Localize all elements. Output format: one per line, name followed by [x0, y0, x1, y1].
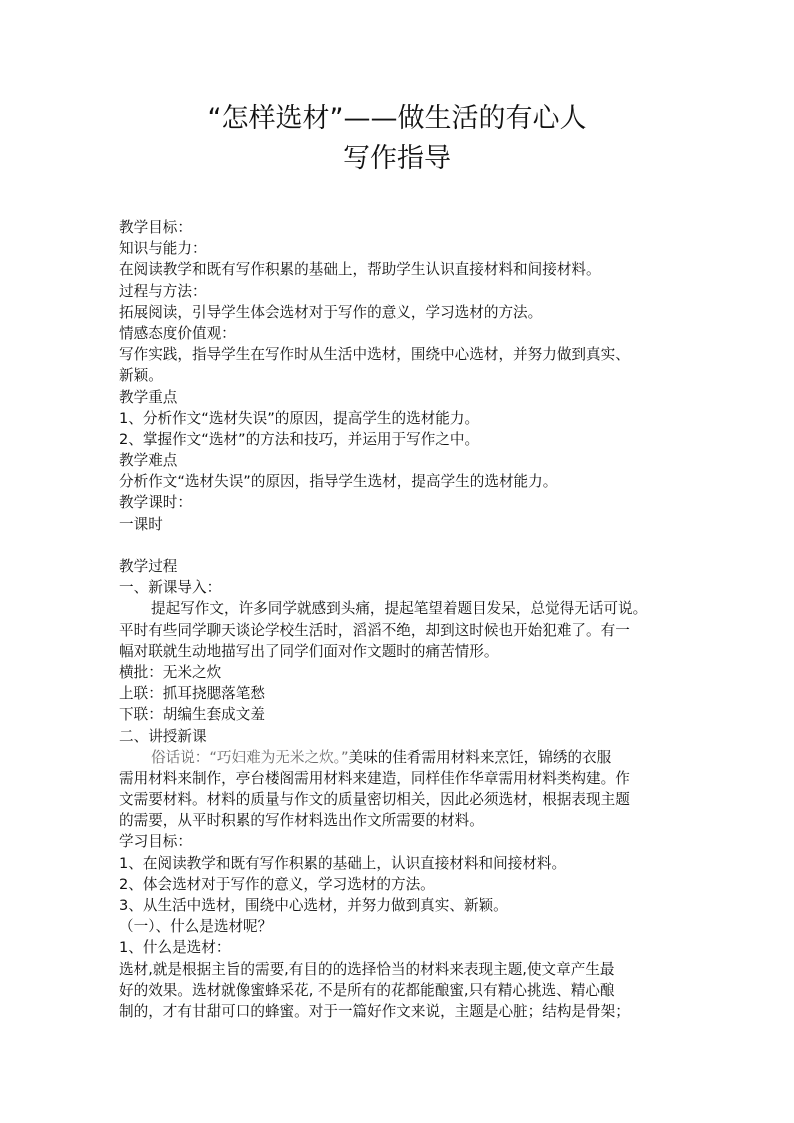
learning-goals-heading: 学习目标： — [119, 833, 192, 851]
new-lesson-paragraph-line: 需用材料来制作，亭台楼阁需用材料来建造，同样佳作华章需用材料类构建。作 — [119, 769, 630, 787]
new-lesson-paragraph-line: 的需要，从平时积累的写作材料选出作文所需要的材料。 — [119, 812, 484, 830]
question-heading: 1、什么是选材： — [119, 939, 231, 957]
blank-line — [119, 535, 685, 556]
document-title: “怎样选材”——做生活的有心人 — [207, 103, 587, 134]
emotion-text-line: 写作实践，指导学生在写作时从生活中选材，围绕中心选材，并努力做到真实、 — [119, 346, 630, 364]
learning-goal-item: 3、从生活中选材，围绕中心选材，并努力做到真实、新颖。 — [119, 897, 508, 914]
paragraph-text: 美味的佳肴需用材料来烹饪，锦绣的衣服 — [348, 748, 612, 766]
couplet-top: 横批：无米之炊 — [119, 663, 222, 681]
knowledge-heading: 知识与能力： — [119, 240, 207, 258]
new-lesson-paragraph-line — [119, 747, 685, 768]
process-method-heading: 过程与方法： — [119, 282, 207, 300]
document-subtitle: 写作指导 — [343, 143, 451, 174]
emotion-text-line: 新颖。 — [119, 367, 163, 385]
emotion-heading: 情感态度价值观： — [119, 324, 236, 342]
knowledge-text: 在阅读教学和既有写作积累的基础上，帮助学生认识直接材料和间接材料。 — [119, 261, 601, 279]
proverb-quote: 俗话说：“巧妇难为无米之炊。” — [151, 748, 349, 766]
intro-paragraph-line: 幅对联就生动地描写出了同学们面对作文题时的痛苦情形。 — [119, 642, 499, 660]
hours-text: 一课时 — [119, 515, 163, 533]
difficulty-heading: 教学难点 — [119, 452, 178, 470]
learning-goal-item: 2、体会选材对于写作的意义，学习选材的方法。 — [119, 875, 435, 893]
key-point-item: 1、分析作文“选材失误”的原因，提高学生的选材能力。 — [119, 409, 480, 427]
intro-paragraph-line: 平时有些同学聊天谈论学校生活时，滔滔不绝，却到这时候也开始犯难了。有一 — [119, 621, 630, 639]
intro-heading: 一、新课导入： — [119, 579, 222, 597]
key-point-item: 2、掌握作文“选材”的方法和技巧，并运用于写作之中。 — [119, 430, 480, 448]
hours-heading: 教学课时： — [119, 494, 192, 512]
process-method-text: 拓展阅读，引导学生体会选材对于写作的意义，学习选材的方法。 — [119, 303, 543, 321]
learning-goal-item: 1、在阅读教学和既有写作积累的基础上，认识直接材料和间接材料。 — [119, 854, 567, 872]
key-points-heading: 教学重点 — [119, 388, 178, 406]
teaching-process-heading: 教学过程 — [119, 558, 178, 575]
intro-paragraph-line: 提起写作文，许多同学就感到头痛，提起笔望着题目发呆，总觉得无话可说。 — [151, 600, 648, 618]
new-lesson-paragraph-line: 文需要材料。材料的质量与作文的质量密切相关，因此必须选材，根据表现主题 — [119, 791, 630, 809]
definition-paragraph-line: 制的，才有甘甜可口的蜂蜜。对于一篇好作文来说，主题是心脏；结构是骨架； — [119, 1002, 630, 1020]
goals-heading: 教学目标： — [119, 219, 192, 236]
definition-paragraph-line: 选材,就是根据主旨的需要,有目的的选择恰当的材料来表现主题,使文章产生最 — [119, 960, 615, 978]
document-body — [119, 217, 685, 1022]
section-one-heading: （一）、什么是选材呢？ — [119, 918, 273, 936]
couplet-lower: 下联：胡编生套成文羞 — [119, 706, 265, 724]
new-lesson-heading: 二、讲授新课 — [119, 727, 207, 745]
couplet-upper: 上联：抓耳挠腮落笔愁 — [119, 685, 265, 703]
difficulty-text: 分析作文“选材失误”的原因，指导学生选材，提高学生的选材能力。 — [119, 473, 558, 491]
definition-paragraph-line: 好的效果。选材就像蜜蜂采花, 不是所有的花都能酿蜜,只有精心挑选、精心酿 — [119, 981, 615, 999]
